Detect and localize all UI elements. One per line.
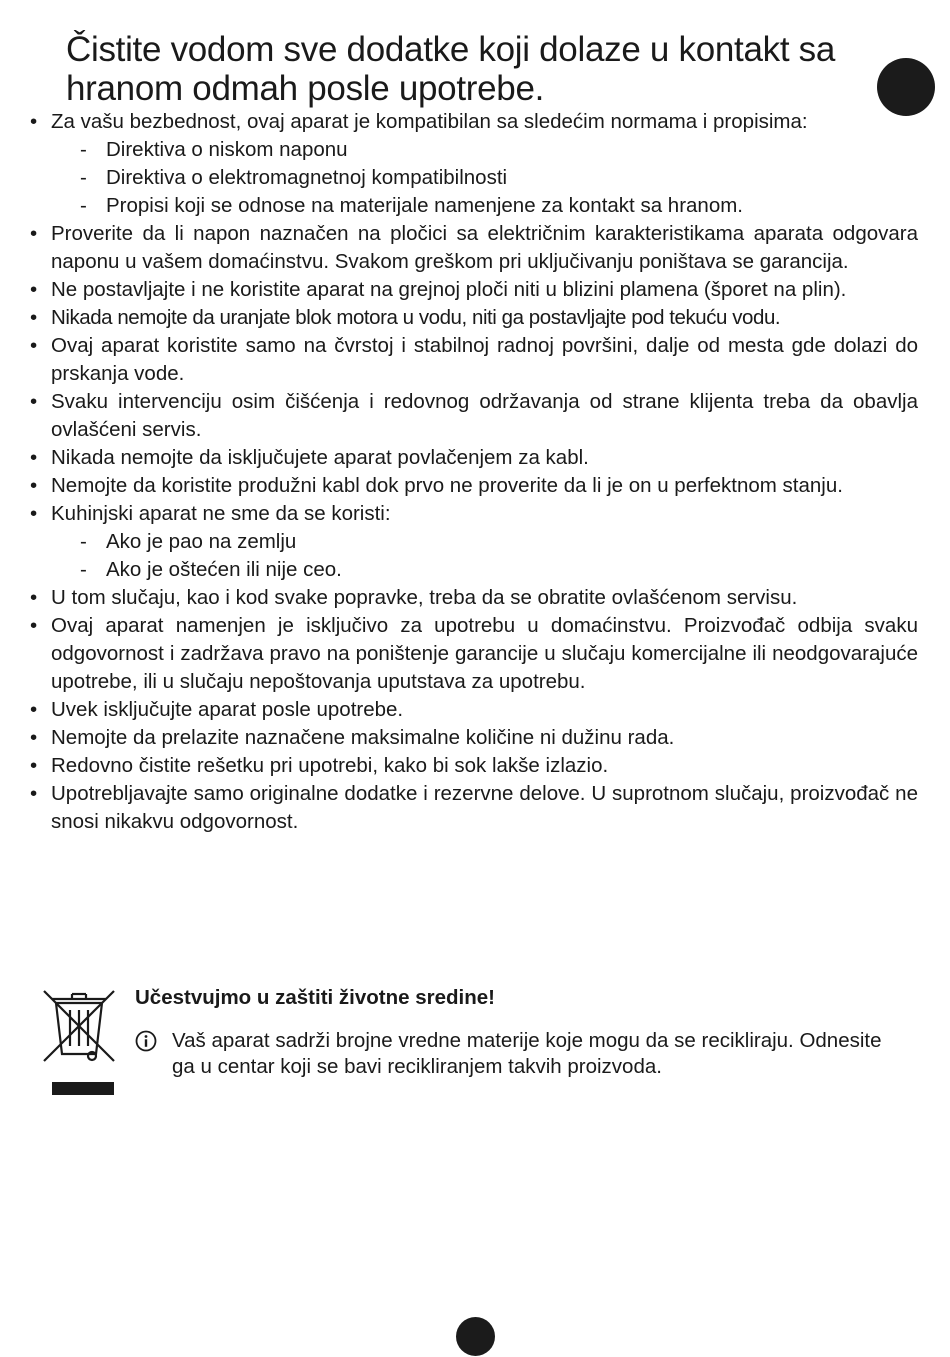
sub-list-item: [30, 164, 918, 192]
sub-list-item: [30, 528, 918, 556]
bullet-item: [30, 332, 918, 388]
dash-symbol: -: [80, 558, 87, 581]
bullet-item: [30, 304, 918, 332]
bullet-text: Ovaj aparat namenjen je isključivo za upotrebu u domaćinstvu. Proizvođač odbija svaku odgovornost i zadržava pravo na poništenje garancije u slučaju komercijalne ili neodgovarajuće upotrebe, ili u slučaju nepoštovanja uputstava za upotrebu.: [51, 614, 918, 693]
sub-item-text: Ako je pao na zemlju: [106, 530, 297, 553]
bullet-symbol: •: [30, 334, 38, 357]
bullet-item: [30, 444, 918, 472]
sub-item-text: Direktiva o niskom naponu: [106, 138, 348, 161]
bullet-symbol: •: [30, 614, 38, 637]
bullet-symbol: •: [30, 474, 38, 497]
bullet-text: Proverite da li napon naznačen na pločici sa električnim karakteristikama aparata odgovara naponu u vašem domaćinstvu. Svakom greškom pri uključivanju poništava se garancija.: [51, 222, 918, 273]
bullet-text: Nikada nemojte da isključujete aparat povlačenjem za kabl.: [51, 446, 589, 469]
bullet-text: Nemojte da prelazite naznačene maksimalne količine ni dužinu rada.: [51, 726, 675, 749]
bullet-item: [30, 780, 918, 836]
bullet-text: Nikada nemojte da uranjate blok motora u vodu, niti ga postavljajte pod tekuću vodu.: [51, 306, 781, 329]
bullet-text: Nemojte da koristite produžni kabl dok prvo ne proverite da li je on u perfektnom stanju.: [51, 474, 843, 497]
page-marker-dot: [456, 1317, 495, 1356]
bullet-item: [30, 696, 918, 724]
bullet-symbol: •: [30, 446, 38, 469]
bullet-item: [30, 472, 918, 500]
bullet-text: Upotrebljavajte samo originalne dodatke i rezervne delove. U suprotnom slučaju, proizvođač ne snosi nikakvu odgovornost.: [51, 782, 918, 833]
sub-list-item: [30, 192, 918, 220]
bullet-symbol: •: [30, 502, 38, 525]
dash-symbol: -: [80, 194, 87, 217]
bullet-item: [30, 724, 918, 752]
bullet-item: [30, 584, 918, 612]
page-heading: Čistite vodom sve dodatke koji dolaze u kontakt sa hranom odmah posle upotrebe.: [66, 30, 836, 108]
bullet-symbol: •: [30, 754, 38, 777]
bullet-text: U tom slučaju, kao i kod svake popravke, treba da se obratite ovlašćenom servisu.: [51, 586, 798, 609]
bullet-text: Svaku intervenciju osim čišćenja i redovnog održavanja od strane klijenta treba da obavlja ovlašćeni servis.: [51, 390, 918, 441]
bullet-symbol: •: [30, 222, 38, 245]
bullet-item: [30, 500, 918, 528]
bullet-symbol: •: [30, 390, 38, 413]
bullet-item: [30, 752, 918, 780]
bullet-text: Kuhinjski aparat ne sme da se koristi:: [51, 502, 391, 525]
bullet-item: [30, 612, 918, 696]
bullet-text: Ne postavljajte i ne koristite aparat na grejnoj ploči niti u blizini plamena (šporet na plin).: [51, 278, 847, 301]
bullet-symbol: •: [30, 110, 38, 133]
dash-symbol: -: [80, 530, 87, 553]
bullet-item: [30, 388, 918, 444]
sub-item-text: Ako je oštećen ili nije ceo.: [106, 558, 342, 581]
bullet-item: [30, 276, 918, 304]
sub-list-item: [30, 556, 918, 584]
bullet-text: Uvek isključujte aparat posle upotrebe.: [51, 698, 404, 721]
bullet-text: Ovaj aparat koristite samo na čvrstoj i stabilnoj radnoj površini, dalje od mesta gde dolazi do prskanja vode.: [51, 334, 918, 385]
safety-instructions-list: [30, 108, 918, 836]
environment-text: Vaš aparat sadrži brojne vredne materije koje mogu da se recikliraju. Odnesite ga u centar koji se bavi recikliranjem takvih proizvoda.: [172, 1029, 882, 1078]
bullet-symbol: •: [30, 586, 38, 609]
bullet-symbol: •: [30, 726, 38, 749]
sub-item-text: Propisi koji se odnose na materijale namenjene za kontakt sa hranom.: [106, 194, 743, 217]
bullet-item: [30, 220, 918, 276]
dash-symbol: -: [80, 138, 87, 161]
dash-symbol: -: [80, 166, 87, 189]
bullet-symbol: •: [30, 278, 38, 301]
crossed-out-wheelie-bin-icon: [40, 986, 120, 1101]
sub-item-text: Direktiva o elektromagnetnoj kompatibilnosti: [106, 166, 508, 189]
bullet-symbol: •: [30, 782, 38, 805]
bullet-symbol: •: [30, 698, 38, 721]
bullet-text: Redovno čistite rešetku pri upotrebi, kako bi sok lakše izlazio.: [51, 754, 609, 777]
environment-heading: Učestvujmo u zaštiti životne sredine!: [135, 986, 495, 1009]
bullet-text: Za vašu bezbednost, ovaj aparat je kompatibilan sa sledećim normama i propisima:: [51, 110, 808, 133]
sub-list-item: [30, 136, 918, 164]
bullet-symbol: •: [30, 306, 37, 329]
info-icon: [135, 1030, 157, 1052]
bullet-item: [30, 108, 918, 136]
